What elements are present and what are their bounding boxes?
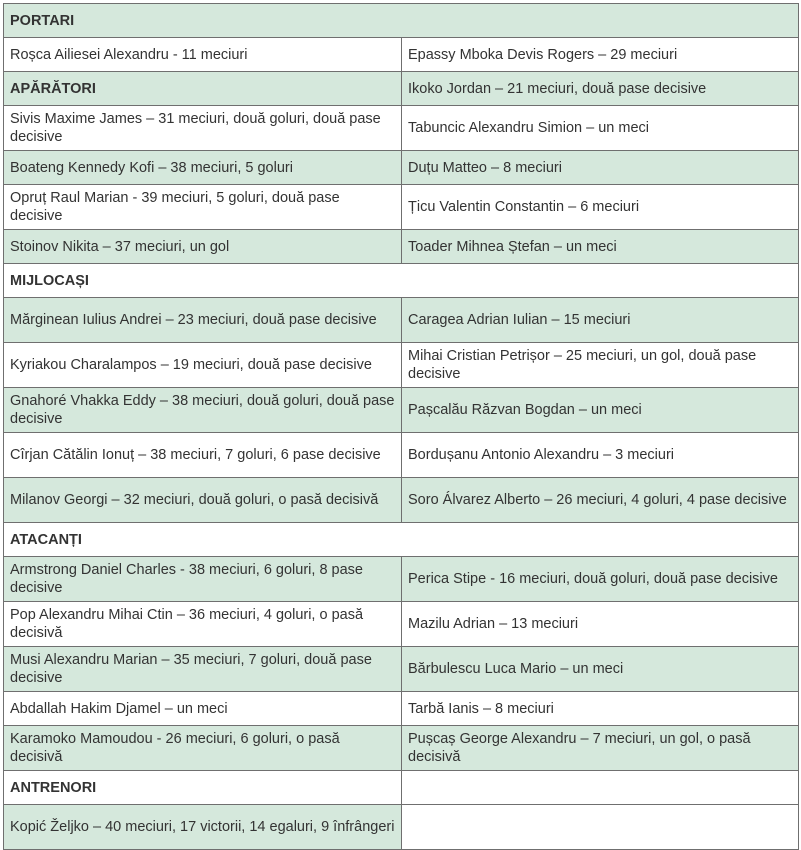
player-cell-right: Pașcalău Răzvan Bogdan – un meci <box>402 388 799 433</box>
player-row <box>4 557 799 602</box>
player-cell-right: Mihai Cristian Petrișor – 25 meciuri, un gol, două pase decisive <box>402 343 799 388</box>
player-cell-right: Ikoko Jordan – 21 meciuri, două pase decisive <box>402 72 799 106</box>
player-cell-right: Bărbulescu Luca Mario – un meci <box>402 647 799 692</box>
player-row <box>4 433 799 478</box>
player-cell-left: Abdallah Hakim Djamel – un meci <box>4 692 402 726</box>
player-row <box>4 647 799 692</box>
player-row <box>4 72 799 106</box>
roster-table <box>3 3 799 850</box>
player-cell-right <box>402 805 799 850</box>
player-row <box>4 185 799 230</box>
player-cell-left: Milanov Georgi – 32 meciuri, două goluri, o pasă decisivă <box>4 478 402 523</box>
player-row <box>4 343 799 388</box>
player-cell-right: Toader Mihnea Ștefan – un meci <box>402 230 799 264</box>
player-cell-right: Tabuncic Alexandru Simion – un meci <box>402 106 799 151</box>
section-title: MIJLOCAȘI <box>4 264 799 298</box>
player-row <box>4 230 799 264</box>
player-cell-right: Tarbă Ianis – 8 meciuri <box>402 692 799 726</box>
player-cell-left: Boateng Kennedy Kofi – 38 meciuri, 5 goluri <box>4 151 402 185</box>
section-title: APĂRĂTORI <box>4 72 402 106</box>
player-cell-right: Duțu Matteo – 8 meciuri <box>402 151 799 185</box>
player-cell-right: Mazilu Adrian – 13 meciuri <box>402 602 799 647</box>
player-cell-right <box>402 771 799 805</box>
player-cell-left: Pop Alexandru Mihai Ctin – 36 meciuri, 4 goluri, o pasă decisivă <box>4 602 402 647</box>
player-cell-left: Musi Alexandru Marian – 35 meciuri, 7 goluri, două pase decisive <box>4 647 402 692</box>
player-row <box>4 388 799 433</box>
section-header-row <box>4 264 799 298</box>
player-cell-left: Kopić Željko – 40 meciuri, 17 victorii, 14 egaluri, 9 înfrângeri <box>4 805 402 850</box>
player-cell-right: Perica Stipe - 16 meciuri, două goluri, două pase decisive <box>402 557 799 602</box>
player-cell-left: Kyriakou Charalampos – 19 meciuri, două pase decisive <box>4 343 402 388</box>
player-cell-right: Epassy Mboka Devis Rogers – 29 meciuri <box>402 38 799 72</box>
player-cell-right: Caragea Adrian Iulian – 15 meciuri <box>402 298 799 343</box>
player-row <box>4 106 799 151</box>
player-cell-left: Opruț Raul Marian - 39 meciuri, 5 goluri, două pase decisive <box>4 185 402 230</box>
player-cell-left: Karamoko Mamoudou - 26 meciuri, 6 goluri, o pasă decisivă <box>4 726 402 771</box>
player-cell-right: Țicu Valentin Constantin – 6 meciuri <box>402 185 799 230</box>
player-cell-left: Cîrjan Cătălin Ionuț – 38 meciuri, 7 goluri, 6 pase decisive <box>4 433 402 478</box>
player-cell-right: Bordușanu Antonio Alexandru – 3 meciuri <box>402 433 799 478</box>
player-row <box>4 771 799 805</box>
player-row <box>4 726 799 771</box>
player-cell-left: Sivis Maxime James – 31 meciuri, două goluri, două pase decisive <box>4 106 402 151</box>
section-header-row <box>4 4 799 38</box>
player-row <box>4 38 799 72</box>
player-row <box>4 805 799 850</box>
player-cell-left: Mărginean Iulius Andrei – 23 meciuri, două pase decisive <box>4 298 402 343</box>
section-title: ANTRENORI <box>4 771 402 805</box>
player-cell-right: Soro Álvarez Alberto – 26 meciuri, 4 goluri, 4 pase decisive <box>402 478 799 523</box>
player-row <box>4 692 799 726</box>
player-row <box>4 602 799 647</box>
player-row <box>4 478 799 523</box>
player-cell-left: Roșca Ailiesei Alexandru - 11 meciuri <box>4 38 402 72</box>
section-title: PORTARI <box>4 4 799 38</box>
section-header-row <box>4 523 799 557</box>
section-title: ATACANȚI <box>4 523 799 557</box>
player-row <box>4 151 799 185</box>
player-cell-left: Gnahoré Vhakka Eddy – 38 meciuri, două goluri, două pase decisive <box>4 388 402 433</box>
player-cell-left: Armstrong Daniel Charles - 38 meciuri, 6 goluri, 8 pase decisive <box>4 557 402 602</box>
player-row <box>4 298 799 343</box>
player-cell-right: Pușcaș George Alexandru – 7 meciuri, un gol, o pasă decisivă <box>402 726 799 771</box>
roster-body <box>4 4 799 850</box>
player-cell-left: Stoinov Nikita – 37 meciuri, un gol <box>4 230 402 264</box>
